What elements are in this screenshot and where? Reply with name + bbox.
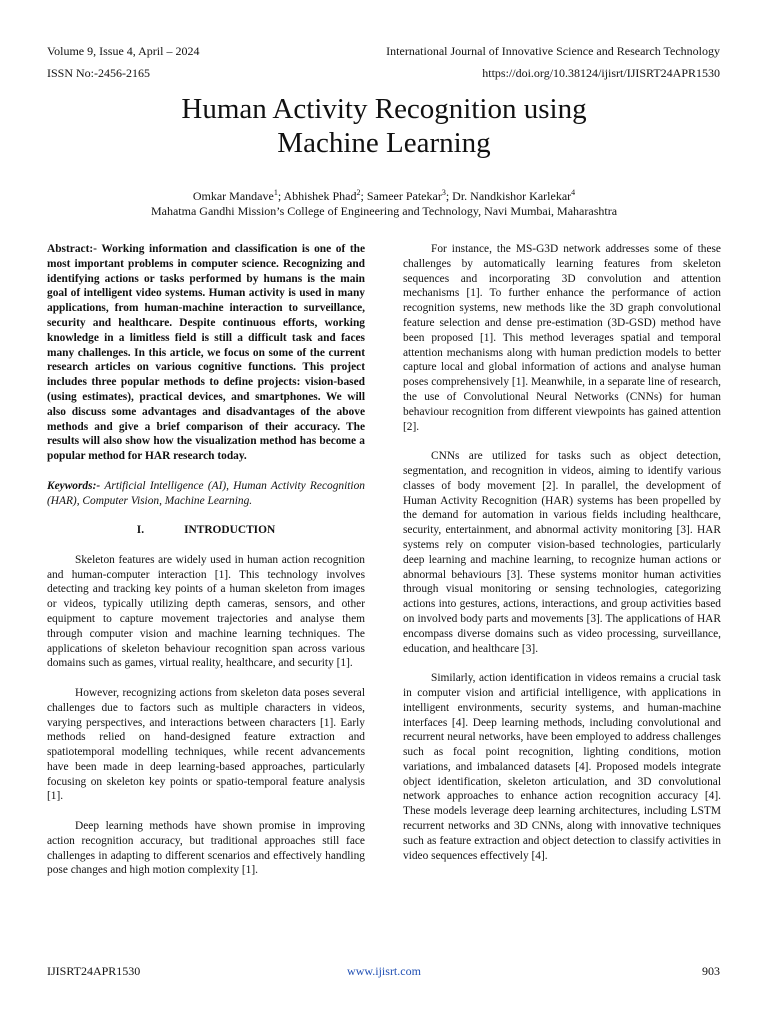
section-number: I. [136,524,145,537]
affiliation: Mahatma Gandhi Mission’s College of Engineering and Technology, Navi Mumbai, Maharashtra [150,204,618,218]
paragraph: However, recognizing actions from skeleton data poses several challenges due to factors such as multiple characters in videos, varying perspectives, and interactions between characters [1]. Early methods relied on hand-designed feature extraction and spatiotemporal modelling techniques, while recent advancements have been made in deep learning-based approaches, particularly focusing on skeleton key points or spatio-temporal feature analysis [1]. [47,686,365,803]
section-heading [47,523,365,538]
author: Abhishek Phad$^2$; [283,188,367,203]
author-affil-mark: 4 [571,188,576,197]
right-column [403,242,721,878]
footer-website-link[interactable]: www.ijisrt.com [347,964,421,978]
author-name: Abhishek Phad [283,189,357,203]
author-name: Sameer Patekar [366,189,442,203]
section-title: INTRODUCTION [184,524,276,537]
author-affil-mark: 2 [356,188,361,197]
author-name: Dr. Nandkishor Karlekar [452,189,572,203]
header-volume: Volume 9, Issue 4, April – 2024 [47,44,200,58]
footer-article-id: IJISRT24APR1530 [47,964,141,978]
author-list [0,186,768,203]
paragraph: Similarly, action identification in videos remains a crucial task in computer vision and artificial intelligence, with applications in intelligent environments, security systems, and human-machine interfaces [4]. Deep learning methods, including convolutional and recurrent neural networks, have been employed to address challenges such as focal point recognition, lighting conditions, motion variations, and imbalanced datasets [4]. Proposed models integrate object identification, skeleton articulation, and 3D convolutional network approaches to enhance action recognition accuracy [4]. These models leverage deep learning architectures, including LSTM recurrent networks and 3D CNNs, along with innovative techniques such as feature extraction and object detection to classify activities in video sequences effectively [4]. [403,672,721,862]
keywords-label: Keywords:- [47,479,101,492]
keywords [47,479,365,509]
title-line-1: Human Activity Recognition using [181,93,587,125]
abstract: Abstract:- Working information and classification is one of the most important problems in computer science. Recognizing and identifying actions or tasks performed by humans is the main goal of intelligent video systems. Human activity is used in many applications, from human-machine interaction to surveillance, security and healthcare. Despite continuous efforts, working knowledge in a limitless field is still a difficult task and faces many challenges. In this article, we focus on some of the current research articles on various cognitive functions. This project includes three popular methods to define projects: vision-based (using estimates), practical devices, and smartphones. We will also discuss some advantages and disadvantages of the above methods and give a brief comparison of their accuracy. The results will also show how the visualization method has become a popular method for HAR research today. [47,243,365,463]
paragraph: Skeleton features are widely used in human action recognition and human-computer interaction [1]. This technology involves detecting and tracking key points of a human skeleton from images or videos, typically utilizing depth cameras, sensors, and other equipment to capture movement trajectories and analyse them through computer vision and machine learning techniques. The applications of skeleton behaviour recognition span across various domains such as games, virtual reality, healthcare, and security [1]. [47,553,365,670]
title-line-2: Machine Learning [277,127,491,159]
author-affil-mark: 3 [441,188,446,197]
paragraph: For instance, the MS-G3D network addresses some of these challenges by automatically learning features from skeleton sequences and incorporating 3D convolution and attention mechanisms [1]. To further enhance the performance of action recognition systems, new methods like the 3D graph convolutional feature selection and dense pre-estimation (3D-GSD) method have been proposed [1]. This method leverages spatial and temporal attention mechanisms along with human prediction models to better capture local and global information of actions and analyse human poses comprehensively [1]. Meanwhile, in a separate line of research, the use of Convolutional Neural Networks (CNNs) for human behaviour recognition from different viewpoints has gained attention [2]. [403,243,721,433]
header-journal-name: International Journal of Innovative Science and Research Technology [386,44,720,58]
paper-title [0,92,768,160]
page-number: 903 [702,964,720,978]
author: Sameer Patekar$^3$; [366,188,453,203]
author [452,189,575,203]
keywords-text: Artificial Intelligence (AI), Human Activity Recognition (HAR), Computer Vision, Machine Learning. [47,479,365,507]
paragraph: CNNs are utilized for tasks such as object detection, segmentation, and recognition in videos, aiming to identify various classes of body movement [2]. In parallel, the development of Human Activity Recognition (HAR) systems has been propelled by the demand for automation in various fields including healthcare, security, entertainment, and abnormal activity monitoring [3]. HAR systems rely on computer vision-based technologies, particularly deep learning and machine learning, to recognize human actions or abnormal behaviours [3]. These systems monitor human activities through visual monitoring or sensing technologies, categorizing actions into gestures, actions, interactions, and group activities based on involved body parts and movements [3]. The applications of HAR encompass diverse domains such as video processing, surveillance, education, and healthcare [3]. [403,450,721,655]
header-issn: ISSN No:-2456-2165 [47,66,151,80]
author: Omkar Mandave$^1$; [192,188,284,203]
left-column [47,242,365,893]
header-doi-link[interactable]: https://doi.org/10.38124/ijisrt/IJISRT24APR1530 [482,66,720,80]
author-affil-mark: 1 [273,188,278,197]
paragraph: Deep learning methods have shown promise in improving action recognition accuracy, but traditional approaches still face challenges in adapting to different scenarios and effectively handling pose changes and high motion complexity [1]. [47,820,365,877]
author-name: Omkar Mandave [192,189,274,203]
